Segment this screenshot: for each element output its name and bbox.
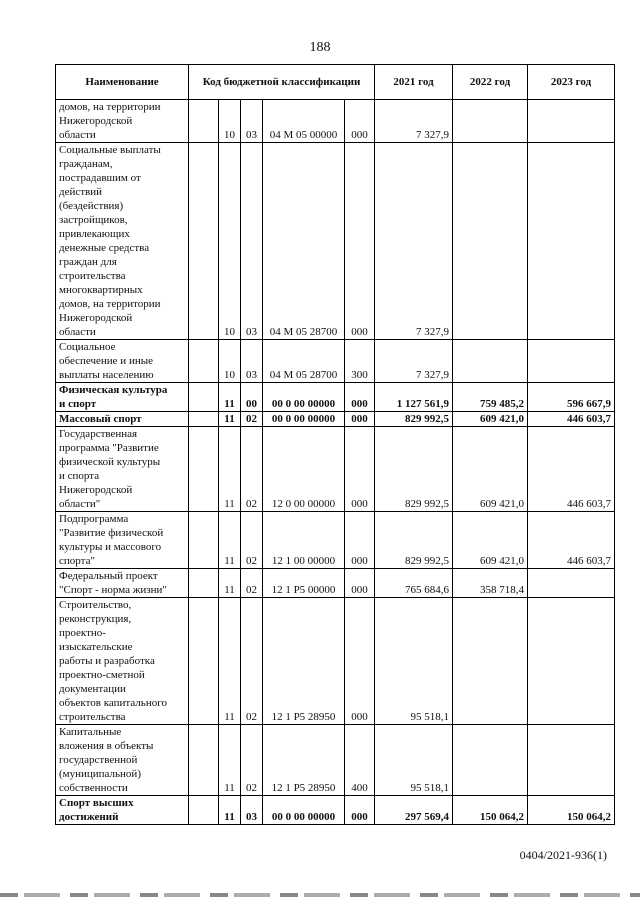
cell-2023	[528, 340, 615, 383]
cell-2023: 446 603,7	[528, 427, 615, 512]
cell-section: 10	[219, 340, 241, 383]
cell-2022: 759 485,2	[453, 383, 528, 412]
header-2023: 2023 год	[528, 65, 615, 100]
cell-subsection: 02	[241, 569, 263, 598]
header-2022: 2022 год	[453, 65, 528, 100]
cell-target-article: 04 М 05 28700	[263, 143, 345, 340]
cell-name: Подпрограмма "Развитие физической культуры и массового спорта"	[56, 512, 189, 569]
table-row	[56, 143, 615, 340]
cell-code-blank	[189, 598, 219, 725]
budget-table	[55, 64, 615, 825]
cell-section: 10	[219, 100, 241, 143]
cell-expense-type: 300	[345, 340, 375, 383]
cell-2021: 297 569,4	[375, 796, 453, 825]
table-row	[56, 412, 615, 427]
cell-expense-type: 400	[345, 725, 375, 796]
cell-subsection: 02	[241, 412, 263, 427]
cell-name: Государственная программа "Развитие физической культуры и спорта Нижегородской области"	[56, 427, 189, 512]
cell-2021: 7 327,9	[375, 100, 453, 143]
cell-name: Федеральный проект "Спорт - норма жизни"	[56, 569, 189, 598]
cell-expense-type: 000	[345, 598, 375, 725]
cell-2021: 7 327,9	[375, 340, 453, 383]
cell-subsection: 03	[241, 796, 263, 825]
cell-expense-type: 000	[345, 100, 375, 143]
cell-2021: 95 518,1	[375, 725, 453, 796]
cell-code-blank	[189, 725, 219, 796]
cell-target-article: 00 0 00 00000	[263, 412, 345, 427]
document-code: 0404/2021-936(1)	[519, 848, 607, 862]
cell-code-blank	[189, 569, 219, 598]
cell-code-blank	[189, 427, 219, 512]
cell-2023: 446 603,7	[528, 512, 615, 569]
page-number: 188	[309, 40, 331, 55]
cell-target-article: 00 0 00 00000	[263, 383, 345, 412]
cell-2021: 829 992,5	[375, 512, 453, 569]
cell-section: 11	[219, 569, 241, 598]
cell-section: 11	[219, 598, 241, 725]
cell-2022: 609 421,0	[453, 512, 528, 569]
cell-2022: 609 421,0	[453, 412, 528, 427]
cell-expense-type: 000	[345, 412, 375, 427]
cell-name: Физическая культура и спорт	[56, 383, 189, 412]
cell-code-blank	[189, 143, 219, 340]
cell-2021: 829 992,5	[375, 412, 453, 427]
cell-subsection: 02	[241, 512, 263, 569]
cell-code-blank	[189, 100, 219, 143]
table-row	[56, 569, 615, 598]
cell-2022: 358 718,4	[453, 569, 528, 598]
cell-2023	[528, 598, 615, 725]
cell-2022	[453, 598, 528, 725]
cell-2023: 150 064,2	[528, 796, 615, 825]
cell-section: 11	[219, 796, 241, 825]
cell-code-blank	[189, 383, 219, 412]
cell-2022: 609 421,0	[453, 427, 528, 512]
cell-target-article: 12 1 Р5 28950	[263, 725, 345, 796]
cell-target-article: 12 0 00 00000	[263, 427, 345, 512]
cell-target-article: 12 1 Р5 28950	[263, 598, 345, 725]
header-name: Наименование	[56, 65, 189, 100]
cell-target-article: 12 1 Р5 00000	[263, 569, 345, 598]
cell-target-article: 04 М 05 28700	[263, 340, 345, 383]
cell-2021: 1 127 561,9	[375, 383, 453, 412]
table-row	[56, 100, 615, 143]
cell-expense-type: 000	[345, 569, 375, 598]
cell-name: домов, на территории Нижегородской области	[56, 100, 189, 143]
cell-code-blank	[189, 512, 219, 569]
cell-2022	[453, 340, 528, 383]
cell-2022	[453, 143, 528, 340]
cell-section: 11	[219, 512, 241, 569]
table-header-row	[56, 65, 615, 100]
cell-subsection: 03	[241, 340, 263, 383]
cell-2022: 150 064,2	[453, 796, 528, 825]
table-row	[56, 512, 615, 569]
cell-expense-type: 000	[345, 427, 375, 512]
cell-2023	[528, 725, 615, 796]
cell-name: Социальное обеспечение и иные выплаты населению	[56, 340, 189, 383]
cell-code-blank	[189, 340, 219, 383]
cell-2021: 95 518,1	[375, 598, 453, 725]
scan-edge-artifact	[0, 893, 640, 897]
cell-name: Капитальные вложения в объекты государственной (муниципальной) собственности	[56, 725, 189, 796]
cell-2021: 7 327,9	[375, 143, 453, 340]
table-row	[56, 427, 615, 512]
cell-2021: 765 684,6	[375, 569, 453, 598]
table-row	[56, 383, 615, 412]
table-row	[56, 796, 615, 825]
cell-target-article: 00 0 00 00000	[263, 796, 345, 825]
cell-2023	[528, 100, 615, 143]
cell-subsection: 00	[241, 383, 263, 412]
cell-section: 11	[219, 725, 241, 796]
cell-section: 10	[219, 143, 241, 340]
cell-name: Социальные выплаты гражданам, пострадавшим от действий (бездействия) застройщиков, привлекающих денежные средства граждан для строительства многоквартирных домов, на территории Нижегородской области	[56, 143, 189, 340]
cell-subsection: 03	[241, 143, 263, 340]
cell-subsection: 02	[241, 725, 263, 796]
cell-2023	[528, 569, 615, 598]
table-body	[56, 100, 615, 825]
cell-2023: 446 603,7	[528, 412, 615, 427]
cell-name: Спорт высших достижений	[56, 796, 189, 825]
cell-section: 11	[219, 412, 241, 427]
cell-subsection: 02	[241, 598, 263, 725]
header-2021: 2021 год	[375, 65, 453, 100]
cell-2022	[453, 100, 528, 143]
cell-subsection: 02	[241, 427, 263, 512]
cell-name: Строительство, реконструкция, проектно- изыскательские работы и разработка проектно-сметной документации объектов капитального строительства	[56, 598, 189, 725]
cell-section: 11	[219, 427, 241, 512]
cell-2023	[528, 143, 615, 340]
cell-target-article: 12 1 00 00000	[263, 512, 345, 569]
cell-expense-type: 000	[345, 143, 375, 340]
cell-expense-type: 000	[345, 512, 375, 569]
cell-section: 11	[219, 383, 241, 412]
cell-expense-type: 000	[345, 383, 375, 412]
cell-2022	[453, 725, 528, 796]
header-code: Код бюджетной классификации	[189, 65, 375, 100]
table-row	[56, 725, 615, 796]
cell-2021: 829 992,5	[375, 427, 453, 512]
cell-subsection: 03	[241, 100, 263, 143]
cell-name: Массовый спорт	[56, 412, 189, 427]
cell-2023: 596 667,9	[528, 383, 615, 412]
cell-code-blank	[189, 412, 219, 427]
cell-code-blank	[189, 796, 219, 825]
cell-expense-type: 000	[345, 796, 375, 825]
cell-target-article: 04 М 05 00000	[263, 100, 345, 143]
table-row	[56, 340, 615, 383]
table-row	[56, 598, 615, 725]
